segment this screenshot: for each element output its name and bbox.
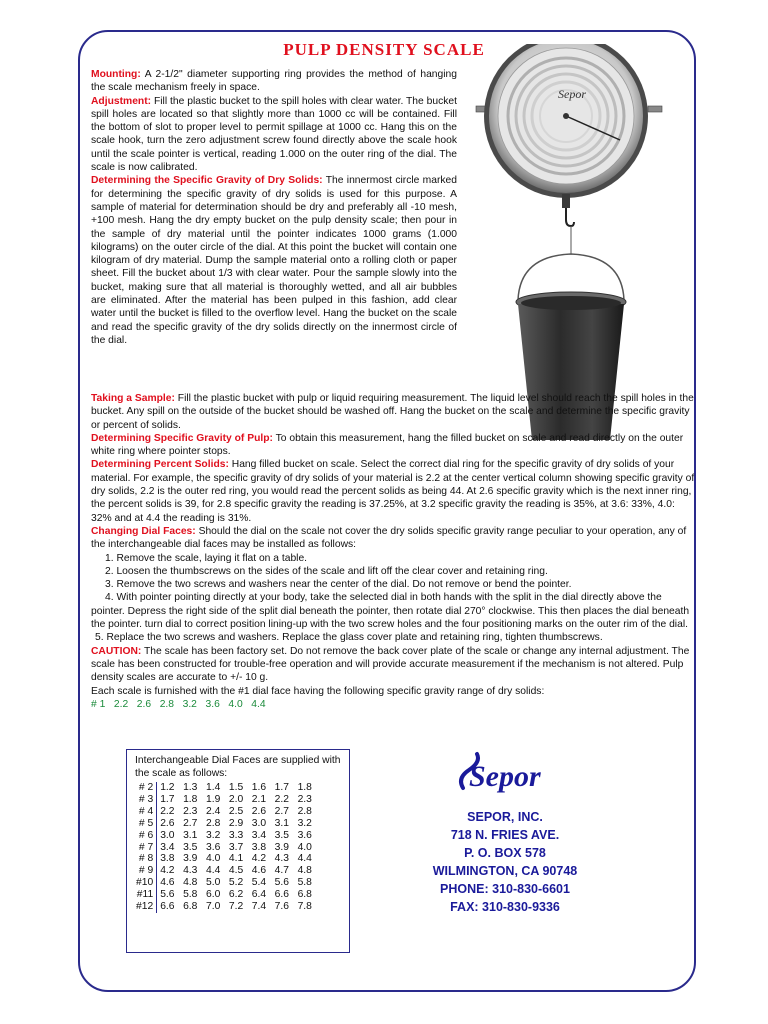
dial-number: # 9 (133, 865, 157, 877)
table-row (133, 865, 315, 877)
table-row (133, 877, 315, 889)
dial-faces-paragraph (91, 525, 697, 552)
right-thumbscrew (648, 106, 662, 112)
dial-faces-text: Should the dial on the scale not cover the dry solids specific gravity range peculiar to your operation, any of the interchangeable dial faces may be installed as follows: (91, 525, 687, 551)
percent-heading: Determining Percent Solids: (91, 459, 229, 471)
po-box: P. O. BOX 578 (464, 846, 546, 860)
dial-number: # 4 (133, 806, 157, 818)
dial-values: 3.8 3.9 4.0 4.1 4.2 4.3 4.4 (160, 853, 312, 865)
dial-number: # 5 (133, 818, 157, 830)
table-row (133, 889, 315, 901)
hook-housing (562, 194, 570, 208)
pointer-hub (563, 113, 569, 119)
caution-heading: CAUTION: (91, 645, 142, 657)
dial-faces-table-box (126, 749, 350, 953)
pulp-heading: Determining Specific Gravity of Pulp: (91, 432, 273, 444)
dial-values: 2.6 2.7 2.8 2.9 3.0 3.1 3.2 (160, 817, 312, 829)
table-row (133, 842, 315, 854)
dial-values: 2.2 2.3 2.4 2.5 2.6 2.7 2.8 (160, 805, 312, 817)
table-note: Interchangeable Dial Faces are supplied with the scale as follows: (135, 755, 341, 779)
pulp-text: To obtain this measurement, hang the filled bucket on scale and read directly on the outer white ring where pointer stops. (91, 432, 684, 458)
dial-number: # 8 (133, 853, 157, 865)
dial-faces-table (133, 782, 315, 913)
table-row (133, 830, 315, 842)
pulp-paragraph (91, 432, 697, 459)
dial-values: 1.2 1.3 1.4 1.5 1.6 1.7 1.8 (160, 782, 312, 793)
dial-values: 1.7 1.8 1.9 2.0 2.1 2.2 2.3 (160, 793, 312, 805)
fax-number: FAX: 310-830-9336 (450, 900, 560, 914)
table-row (133, 901, 315, 913)
dial-1-range: # 1 2.2 2.6 2.8 3.2 3.6 4.0 4.4 (91, 698, 266, 710)
dial-number: #11 (133, 889, 157, 901)
bucket-opening (521, 296, 621, 310)
table-row (133, 853, 315, 865)
dial-brand: Sepor (558, 87, 586, 101)
percent-paragraph (91, 458, 697, 524)
logo-wordmark: Sepor (469, 760, 541, 793)
table-row (133, 806, 315, 818)
mounting-heading: Mounting: (91, 69, 141, 80)
caution-paragraph (91, 645, 697, 685)
dial-values: 5.6 5.8 6.0 6.2 6.4 6.6 6.8 (160, 889, 312, 901)
step-2: 2. Loosen the thumbscrews on the sides of the scale and lift off the clear cover and retaining ring. (105, 565, 548, 577)
step-4: 4. With pointer pointing directly at your body, take the selected dial in both hands with the split in the dial directly above the pointer. Depress the right side of the split dial beneath the pointer, then rotate dial 270° clockwise. This then places the dial beneath the pointer. turn dial to correct position lining-up with the two screw holes and the four positioning marks on the outer rim of the dial. (91, 592, 690, 631)
dial-values: 6.6 6.8 7.0 7.2 7.4 7.6 7.8 (160, 901, 312, 913)
phone-number: PHONE: 310-830-6601 (440, 882, 570, 896)
adjustment-heading: Adjustment: (91, 95, 152, 107)
step-5: 5. Replace the two screws and washers. Replace the glass cover plate and retaining ring, tighten thumbscrews. (95, 632, 603, 644)
mounting-paragraph (91, 68, 457, 347)
caution-text: The scale has been factory set. Do not remove the back cover plate of the scale or change any internal adjustment. The scale has been constructed for trouble-free operation and will provide accurate measurement if the mechanism is not altered. Pulp density scales are accurate to +/- 10 g. (91, 645, 690, 684)
sample-paragraph (91, 392, 697, 432)
sepor-logo (455, 748, 565, 804)
city-state-zip: WILMINGTON, CA 90748 (432, 864, 578, 878)
percent-text: Hang filled bucket on scale. Select the correct dial ring for the specific gravity of dry solids of your material. For example, the specific gravity of dry solids of your material is 2.2 at the center vertical column showing specific gravity of dry solids, 2.2 is the outer red ring, you would read the percent solids as being 44. At 2.6 specific gravity which is the next inner ring, the percent solids is 39, for 2.8 specific gravity the reading is 37.25%, at 3.2 specific gravity the reading is 35%, at 3.6: 33%, 4.0: 32% and at 4.4 the reading is 31%. (91, 459, 695, 524)
instructions-block (91, 392, 697, 711)
table-row (133, 818, 315, 830)
dial-number: #12 (133, 901, 157, 913)
page-title: PULP DENSITY SCALE (283, 40, 485, 59)
company-address (405, 808, 605, 916)
dry-solids-heading: Determining the Specific Gravity of Dry Solids: (91, 175, 323, 187)
sample-heading: Taking a Sample: (91, 393, 175, 404)
adjustment-text: Fill the plastic bucket to the spill holes with clear water. The bucket spill holes are located so that slightly more than 1000 cc will be contained. Fill the bottom of slot to proper level to permit spillage at 1000 cc. Hang this on the scale hook, turn the zero adjustment screw found directly above the scale hook until the scale pointer is vertical, reading 1.000 on the outer ring of the dial. The scale is now calibrated. (91, 95, 457, 174)
dial-number: # 7 (133, 842, 157, 854)
table-row (133, 794, 315, 806)
dial-number: # 2 (133, 782, 157, 794)
company-name: SEPOR, INC. (467, 810, 543, 824)
furnished-text: Each scale is furnished with the #1 dial face having the following specific gravity range of dry solids: (91, 685, 545, 697)
step-3: 3. Remove the two screws and washers near the center of the dial. Do not remove or bend the pointer. (105, 579, 572, 591)
scale-illustration (470, 44, 670, 444)
dial-values: 4.2 4.3 4.4 4.5 4.6 4.7 4.8 (160, 865, 312, 877)
dial-number: # 6 (133, 830, 157, 842)
mounting-text: A 2-1/2" diameter supporting ring provides the method of hanging the scale mechanism freely in space. (91, 69, 457, 94)
dial-number: #10 (133, 877, 157, 889)
street-address: 718 N. FRIES AVE. (450, 828, 560, 842)
dial-values: 4.6 4.8 5.0 5.2 5.4 5.6 5.8 (160, 877, 312, 889)
dial-values: 3.0 3.1 3.2 3.3 3.4 3.5 3.6 (160, 829, 312, 841)
table-row (133, 782, 315, 794)
dial-number: # 3 (133, 794, 157, 806)
dry-solids-text: The innermost circle marked for determining the specific gravity of dry solids is used for this purpose. A sample of material for determination should be dry and preferably all -10 mesh, +100 mesh. Hang the dry empty bucket on the pulp density scale; then pour in the sample of dry material until the pointer indicates 1000 grams (1.000 kilograms) on the outer circle of the dial. At this point the bucket will contain one kilogram of dry material. Dump the sample material onto a rolling cloth or paper sheet. Fill the bucket about 1/3 with clear water. Pour the sample slowly into the bucket, making sure that all material is thoroughly wetted, and all air bubbles are eliminated. After the material has been pulped in this fashion, add clear water until the bucket is filled to the overflow level. Hang the bucket on the scale and read the specific gravity of the dry solids directly on the innermost circle of the dial. (91, 175, 458, 346)
scale-hook (566, 208, 574, 226)
dial-values: 3.4 3.5 3.6 3.7 3.8 3.9 4.0 (160, 841, 312, 853)
dial-faces-heading: Changing Dial Faces: (91, 525, 196, 537)
step-1: 1. Remove the scale, laying it flat on a table. (105, 552, 308, 564)
sample-text: Fill the plastic bucket with pulp or liquid requiring measurement. The liquid level should reach the spill holes in the bucket. Any spill on the outside of the bucket should be washed off. Hang the bucket on the scale and determine the specific gravity or percent of solids. (91, 393, 694, 431)
